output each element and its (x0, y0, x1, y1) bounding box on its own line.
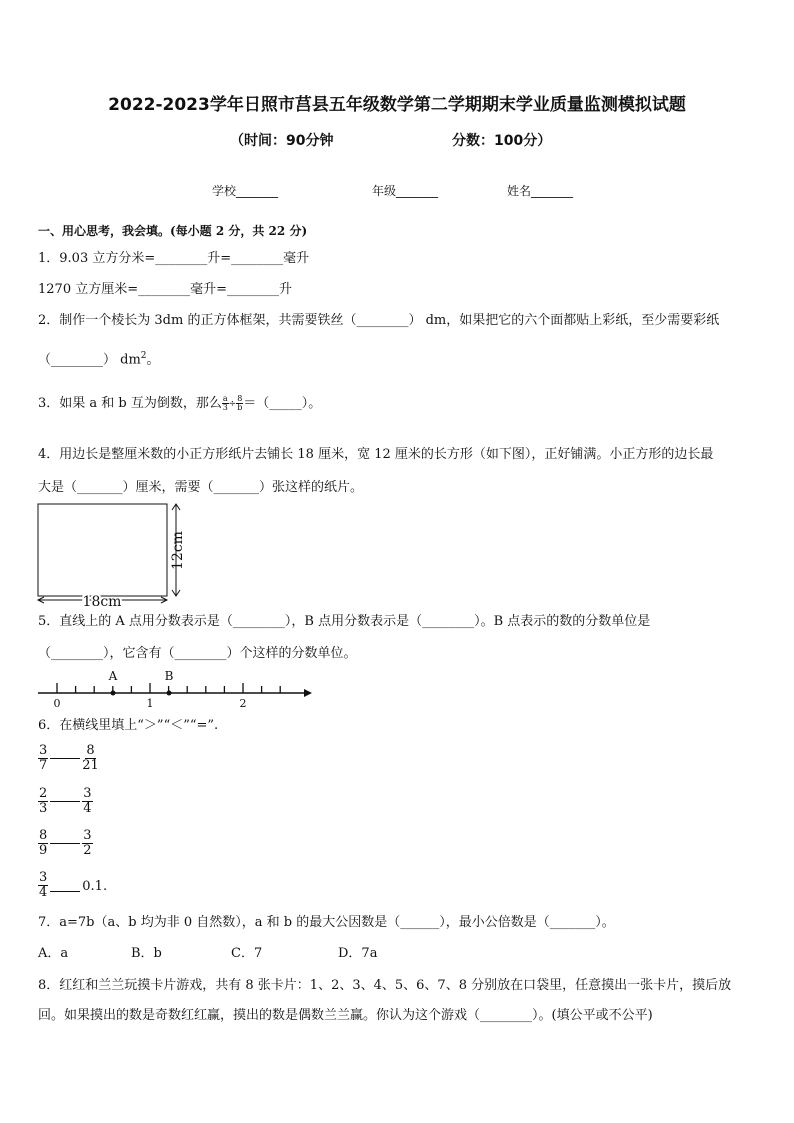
fraction-left (38, 744, 48, 773)
section-heading: 一、用心思考，我会填。(每小题 2 分，共 22 分) (38, 224, 308, 238)
comparison-row-3 (38, 829, 93, 858)
comparison-row-4 (38, 871, 107, 900)
fraction-numerator: 3 (83, 786, 92, 801)
question-4-line-2: 大是（_______）厘米，需要（_______）张这样的纸片。 (38, 480, 364, 495)
comparison-row-2 (38, 787, 93, 816)
question-2-end: 。 (146, 352, 160, 368)
question-1-line-2: 1270 立方厘米=________毫升=________升 (38, 282, 293, 297)
question-3 (38, 395, 321, 412)
question-6-line: 6．在横线里填上“＞”“＜”“=”. (38, 718, 219, 733)
tick-label-2: 2 (239, 697, 247, 710)
question-8-line-1: 8．红红和兰兰玩摸卡片游戏，共有 8 张卡片：1、2、3、4、5、6、7、8 分别放在口袋里，任意摸出一张卡片，摸后放 (38, 978, 732, 993)
fraction-denominator: 2 (83, 843, 92, 858)
question-5-line-2: （________），它含有（________）个这样的分数单位。 (38, 646, 357, 661)
point-b-label: B (164, 669, 174, 683)
fraction-denominator: 7 (39, 758, 48, 773)
comparison-value: 0.1. (82, 879, 108, 894)
square-exponent: 2 (140, 351, 147, 361)
fraction-denominator: 9 (39, 843, 48, 858)
grade-field: 年级_______ (372, 184, 439, 198)
question-7-option-a: A．a (38, 946, 69, 961)
school-field: 学校_______ (212, 184, 279, 198)
question-7-option-b: B．b (131, 946, 162, 961)
fraction-left (38, 787, 48, 816)
fraction-denominator: b (237, 403, 243, 412)
division-sign: ÷ (228, 398, 237, 409)
fraction-numerator: 8 (86, 743, 95, 758)
answer-line (50, 758, 80, 759)
question-3-text: 3．如果 a 和 b 互为倒数，那么 (38, 395, 222, 411)
question-2-text: （________） dm (38, 352, 141, 368)
question-7-option-d: D．7a (338, 946, 378, 961)
question-5-line-1: 5．直线上的 A 点用分数表示是（________），B 点用分数表示是（________）。B 点表示的数的分数单位是 (38, 614, 651, 629)
fraction-denominator: 3 (39, 801, 48, 816)
answer-line (50, 801, 80, 802)
time-info: （时间：90分钟 (230, 133, 334, 149)
question-8-line-2: 回。如果摸出的数是奇数红红赢，摸出的数是偶数兰兰赢。你认为这个游戏（________）。(填公平或不公平) (38, 1008, 653, 1023)
fraction-right (82, 787, 92, 816)
question-2-line-1: 2．制作一个棱长为 3dm 的正方体框架，共需要铁丝（________） dm，如果把它的六个面都贴上彩纸，至少需要彩纸 (38, 313, 720, 328)
tick-label-0: 0 (53, 697, 61, 710)
score-info: 分数：100分） (452, 133, 552, 149)
answer-line (50, 891, 80, 892)
fraction-denominator: 21 (82, 758, 99, 773)
point-a-label: A (108, 669, 118, 683)
fraction-right (82, 744, 99, 773)
page-title: 2022-2023学年日照市莒县五年级数学第二学期期末学业质量监测模拟试题 (108, 95, 686, 115)
question-3-blank: ＝（_____）。 (243, 395, 322, 411)
fraction-8-over-b (236, 395, 243, 412)
point-a-dot (111, 691, 116, 696)
fraction-denominator: 3 (222, 403, 228, 412)
question-7-line: 7．a=7b（a、b 均为非 0 自然数），a 和 b 的最大公因数是（______），最小公倍数是（_______）。 (38, 915, 615, 930)
fraction-a-over-3 (222, 395, 229, 412)
fraction-numerator: 2 (39, 786, 48, 801)
height-label: 12cm (170, 531, 186, 570)
fraction-left (38, 871, 48, 900)
fraction-numerator: 8 (237, 394, 243, 403)
question-1-line-1: 1．9.03 立方分米=________升=________毫升 (38, 251, 310, 266)
question-2-line-2 (38, 348, 160, 368)
fraction-numerator: 3 (39, 870, 48, 885)
tick-label-1: 1 (146, 697, 154, 710)
fraction-numerator: 3 (39, 743, 48, 758)
fraction-numerator: a (222, 394, 228, 403)
fraction-denominator: 4 (39, 885, 48, 900)
question-4-line-1: 4．用边长是整厘米数的小正方形纸片去铺长 18 厘米，宽 12 厘米的长方形（如下图），正好铺满。小正方形的边长最 (38, 447, 714, 462)
point-b-dot (167, 691, 172, 696)
number-line (34, 668, 314, 710)
rectangle-figure (30, 498, 190, 610)
fraction-numerator: 3 (83, 828, 92, 843)
comparison-row-1 (38, 744, 99, 773)
fraction-numerator: 8 (39, 828, 48, 843)
answer-line (50, 843, 80, 844)
number-line-arrow (304, 689, 312, 697)
fraction-right (82, 829, 92, 858)
question-7-option-c: C．7 (231, 946, 263, 961)
fraction-left (38, 829, 48, 858)
rectangle-shape (38, 504, 167, 596)
width-label: 18cm (82, 594, 122, 610)
fraction-denominator: 4 (83, 801, 92, 816)
name-field: 姓名_______ (507, 184, 574, 198)
